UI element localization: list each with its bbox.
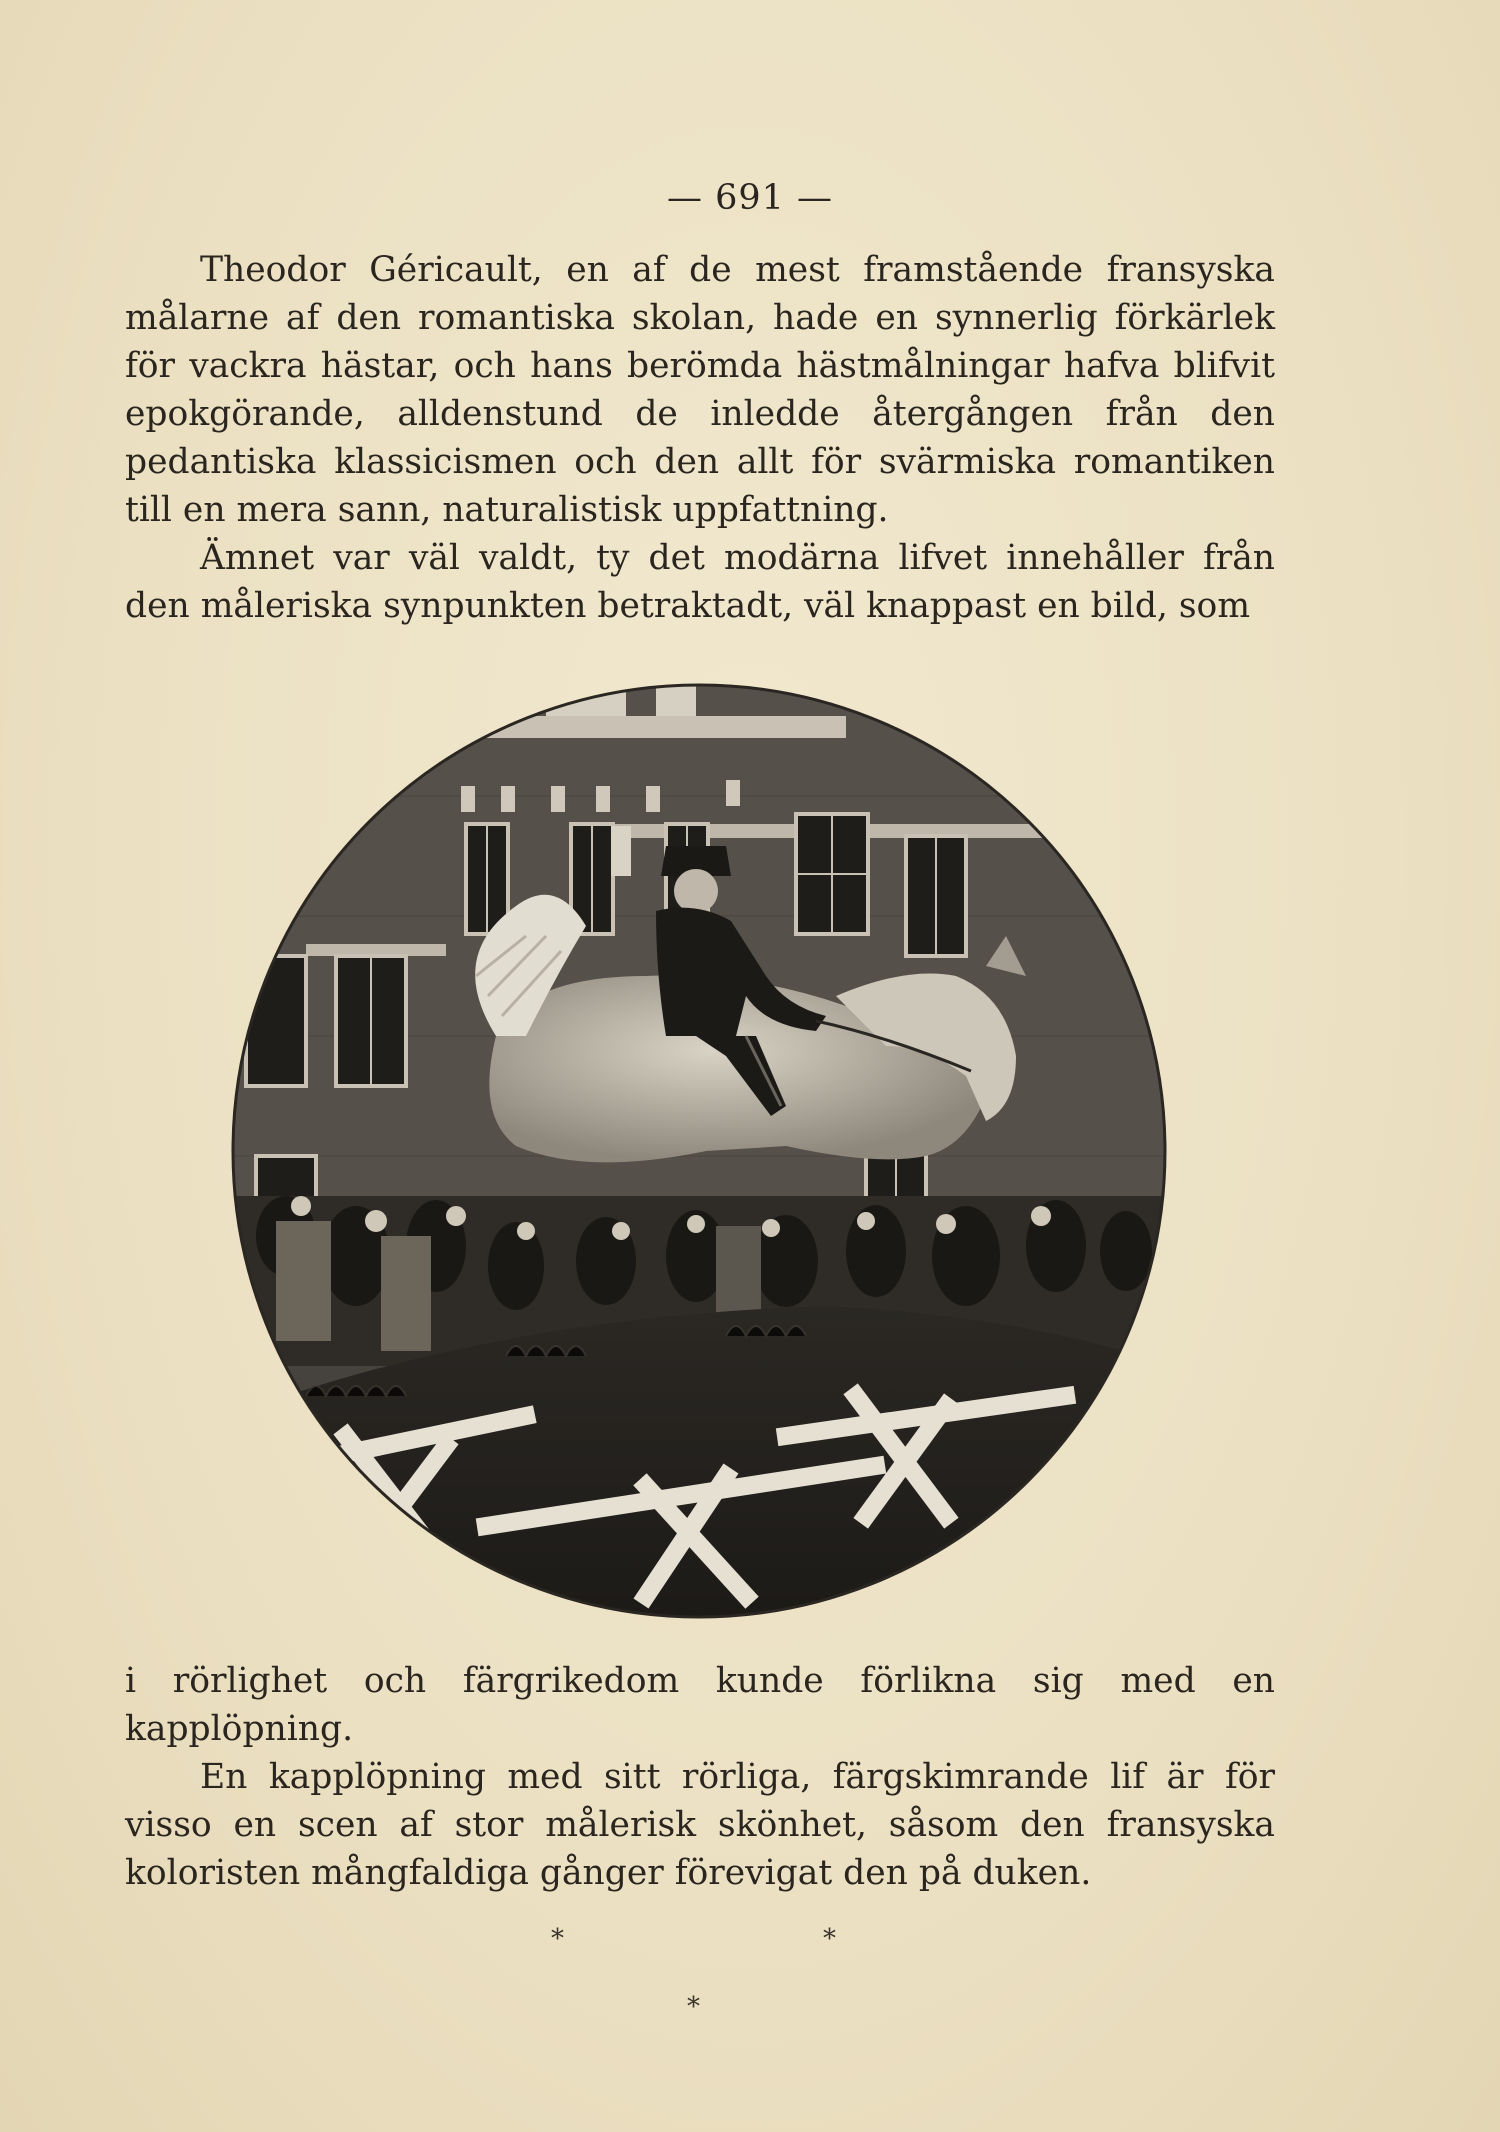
circular-photograph (226, 676, 1172, 1626)
paragraph-amnet: Ämnet var väl valdt, ty det modärna lifvet innehåller från den måleriska synpunkten betraktadt, väl knappast en bild, som (125, 538, 1275, 626)
page-number: — 691 — (666, 178, 834, 218)
text-block-bottom (125, 1657, 1275, 1897)
section-ornament (0, 1924, 1500, 2022)
ornament-star-left: * (551, 1924, 564, 1954)
paragraph-gericault: Theodor Géricault, en af de mest framstående fransyska målarne af den romantiska skolan, hade en synnerlig förkärlek för vackra hästar, och hans berömda hästmålningar hafva blifvit epokgörande, alldenstund de inledde återgången från den pedantiska klassicismen och den allt för svärmiska romantiken till en mera sann, naturalistisk uppfattning. (125, 250, 1275, 530)
ornament-star-right: * (823, 1924, 836, 1954)
text-block-top (125, 246, 1275, 630)
paragraph-kapplopning-end: i rörlighet och färgrikedom kunde förlikna sig med en kapplöpning. (125, 1661, 1275, 1749)
ornament-star-bottom: * (687, 1992, 700, 2022)
horse-jump-photo (226, 676, 1172, 1626)
paragraph-en-kapplopning: En kapplöpning med sitt rörliga, färgskimrande lif är för visso en scen af stor målerisk skönhet, såsom den fransyska koloristen mångfaldiga gånger förevigat den på duken. (125, 1757, 1275, 1893)
